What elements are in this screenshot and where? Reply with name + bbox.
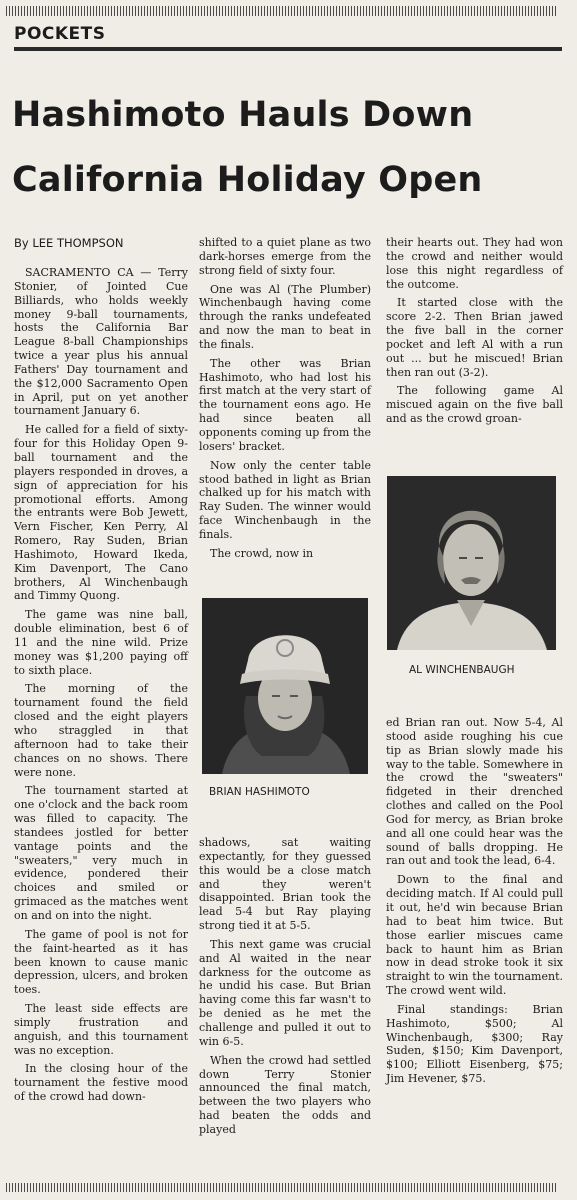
section-label: POCKETS [14,24,106,44]
paragraph: This next game was crucial and Al waited in the near darkness for the outcome as he undid his case. But Brian having come this far wasn't to be denied as he met the challenge and pulled it out to win 6-5. [199,937,371,1048]
section-divider [14,47,562,51]
paragraph: SACRAMENTO CA — Terry Stonier, of Jointed Cue Billiards, who holds weekly money 9-ball tournaments, hosts the California Bar League 8-ball Championships twice a year plus his annual Fathers' Day tournament and the $12,000 Sacramento Open in April, put on yet another tournament January 6. [14,266,188,418]
portrait-image [202,598,368,774]
brian-photo-caption: BRIAN HASHIMOTO [209,786,310,798]
paragraph: The least side effects are simply frustration and anguish, and this tournament was no exception. [14,1002,188,1057]
paragraph: The tournament started at one o'clock and the back room was filled to capacity. The standees jostled for better vantage points and the "sweaters," very much in evidence, pondered their choices and smiled or grimaced as the matches went on and on into the night. [14,784,188,922]
byline: By LEE THOMPSON [14,236,124,250]
paragraph: Now only the center table stood bathed in light as Brian chalked up for his match with Ray Suden. The winner would face Winchenbaugh in the finals. [199,458,371,541]
paragraph: The following game Al miscued again on the five ball and as the crowd groan- [386,384,563,426]
paragraph: The other was Brian Hashimoto, who had lost his first match at the very start of the tournament eons ago. He had since beaten all opponents coming up from the losers' bracket. [199,356,371,453]
article-column-1 [14,266,188,1109]
article-column-2-bottom [199,836,371,1142]
al-photo-caption: AL WINCHENBAUGH [409,664,515,676]
headline-line-2: California Holiday Open [12,160,483,200]
paragraph: The game of pool is not for the faint-hearted as it has been known to cause manic depression, ulcers, and broken toes. [14,927,188,997]
article-column-2-top [199,236,371,566]
paragraph: One was Al (The Plumber) Winchenbaugh having come through the ranks undefeated and now the man to beat in the finals. [199,282,371,351]
paragraph: The game was nine ball, double elimination, best 6 of 11 and the nine wild. Prize money was $1,200 paying off to sixth place. [14,608,188,677]
bottom-rule [6,1183,557,1192]
article-column-3-bottom [386,716,563,1091]
headline-line-1: Hashimoto Hauls Down [12,95,474,135]
paragraph: The crowd, now in [210,546,314,560]
paragraph: shadows, sat waiting expectantly, for they guessed this would be a close match and they weren't disappointed. Brian took the lead 5-4 but Ray playing strong tied it at 5-5. [199,836,371,933]
paragraph: When the crowd had settled down Terry Stonier announced the final match, between the two players who had beaten the odds and played [199,1053,371,1136]
paragraph: their hearts out. They had won the crowd and neither would lose this night regardless of the outcome. [386,236,563,291]
paragraph: ed Brian ran out. Now 5-4, Al stood aside roughing his cue tip as Brian slowly made his way to the table. Somewhere in the crowd the "sweaters" fidgeted in their drenched clothes and called on the Pool God for mercy, as Brian broke and all one could hear was the sound of balls dropping. He ran out and took the lead, 6-4. [386,716,563,868]
paragraph: It started close with the score 2-2. Then Brian jawed the five ball in the corner pocket and left Al with a run out ... but he miscued! Brian then ran out (3-2). [386,296,563,379]
paragraph: Down to the final and deciding match. If Al could pull it out, he'd win because Brian had to beat him twice. But those earlier miscues came back to haunt him as Brian now in dead stroke took it six straight to win the tournament. The crowd went wild. [386,873,563,998]
paragraph: The morning of the tournament found the field closed and the eight players who straggled in that afternoon had to take their chances on no shows. There were none. [14,682,188,779]
portrait-image [387,476,556,650]
paragraph: In the closing hour of the tournament the festive mood of the crowd had down- [14,1062,188,1104]
al-winchenbaugh-photo [387,476,556,650]
paragraph: shifted to a quiet plane as two dark-horses emerge from the strong field of sixty four. [199,236,371,277]
brian-hashimoto-photo [202,598,368,774]
article-column-3-top [386,236,563,431]
top-rule [6,6,557,16]
paragraph: Final standings: Brian Hashimoto, $500; Al Winchenbaugh, $300; Ray Suden, $150; Kim Davenport, $100; Elliott Eisenberg, $75; Jim Hevener, $75. [386,1002,563,1086]
paragraph: He called for a field of sixty-four for this Holiday Open 9-ball tournament and the players responded in droves, a sign of appreciation for his promotional efforts. Among the entrants were Bob Jewett, Vern Fischer, Ken Perry, Al Romero, Ray Suden, Brian Hashimoto, Howard Ikeda, Kim Davenport, The Cano brothers, Al Winchenbaugh and Timmy Quong. [14,423,188,603]
